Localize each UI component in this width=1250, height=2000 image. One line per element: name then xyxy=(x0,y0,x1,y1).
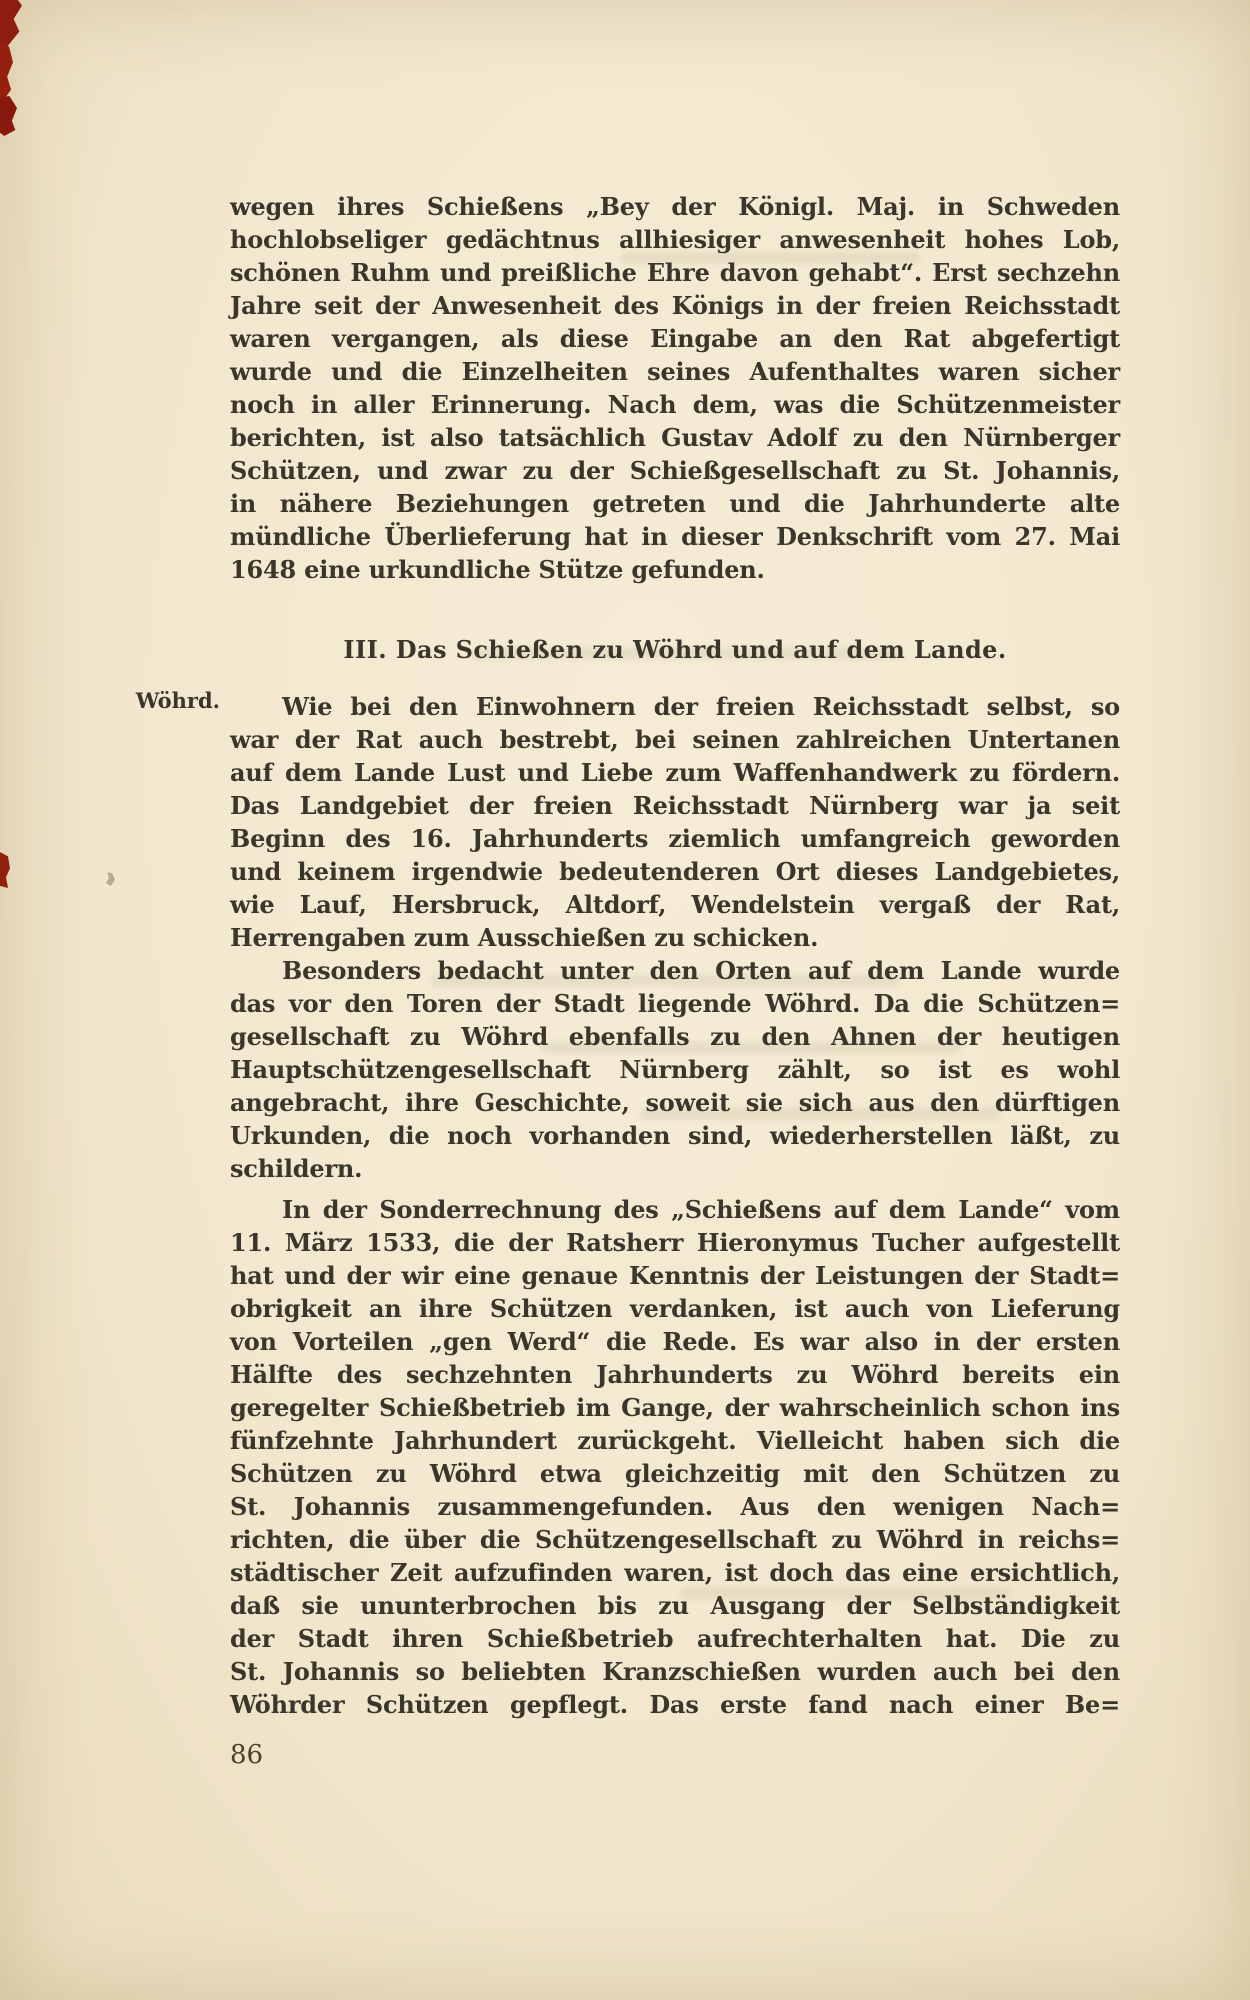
binding-mark xyxy=(0,0,22,46)
text-line: St. Johannis so beliebten Kranzschießen wurden auch bei den xyxy=(230,1657,1120,1686)
text-line: wegen ihres Schießens „Bey der Königl. Maj. in Schweden xyxy=(230,192,1120,221)
text-line: von Vorteilen „gen Werd“ die Rede. Es war also in der ersten xyxy=(230,1327,1120,1356)
paper-speck xyxy=(106,872,115,886)
text-line: städtischer Zeit aufzufinden waren, ist doch das eine ersichtlich, xyxy=(230,1558,1120,1587)
text-line: und keinem irgendwie bedeutenderen Ort dieses Landgebietes, xyxy=(230,857,1120,886)
text-line: obrigkeit an ihre Schützen verdanken, ist auch von Lieferung xyxy=(230,1294,1120,1323)
text-line: gesellschaft zu Wöhrd ebenfalls zu den Ahnen der heutigen xyxy=(230,1022,1120,1051)
text-line: hat und der wir eine genaue Kenntnis der Leistungen der Stadt= xyxy=(230,1261,1120,1290)
text-line: schönen Ruhm und preißliche Ehre davon gehabt“. Erst sechzehn xyxy=(230,258,1120,287)
text-block xyxy=(230,190,1120,1721)
binding-mark xyxy=(0,96,17,136)
text-line: wie Lauf, Hersbruck, Altdorf, Wendelstein vergaß der Rat, xyxy=(230,890,1120,919)
text-line: richten, die über die Schützengesellschaft zu Wöhrd in reichs= xyxy=(230,1525,1120,1554)
text-line: das vor den Toren der Stadt liegende Wöhrd. Da die Schützen= xyxy=(230,989,1120,1018)
text-line: Wie bei den Einwohnern der freien Reichsstadt selbst, so xyxy=(282,692,1120,721)
text-line: mündliche Überlieferung hat in dieser Denkschrift vom 27. Mai xyxy=(230,522,1120,551)
text-line: fünfzehnte Jahrhundert zurückgeht. Vielleicht haben sich die xyxy=(230,1426,1120,1455)
text-line: Herrengaben zum Ausschießen zu schicken. xyxy=(230,923,819,952)
text-line: Urkunden, die noch vorhanden sind, wiederherstellen läßt, zu xyxy=(230,1121,1120,1150)
margin-note: Wöhrd. xyxy=(135,688,220,713)
text-line: Hälfte des sechzehnten Jahrhunderts zu Wöhrd bereits ein xyxy=(230,1360,1120,1389)
text-line: Wöhrder Schützen gepflegt. Das erste fand nach einer Be= xyxy=(230,1690,1120,1719)
paragraph xyxy=(230,1193,1120,1721)
text-line: noch in aller Erinnerung. Nach dem, was die Schützenmeister xyxy=(230,390,1120,419)
text-line: 1648 eine urkundliche Stütze gefunden. xyxy=(230,555,765,584)
text-line: Schützen zu Wöhrd etwa gleichzeitig mit den Schützen zu xyxy=(230,1459,1120,1488)
text-line: berichten, ist also tatsächlich Gustav Adolf zu den Nürnberger xyxy=(230,423,1120,452)
text-line: 11. März 1533, die der Ratsherr Hieronymus Tucher aufgestellt xyxy=(230,1228,1120,1257)
text-line: Schützen, und zwar zu der Schießgesellschaft zu St. Johannis, xyxy=(230,456,1120,485)
text-line: Besonders bedacht unter den Orten auf dem Lande wurde xyxy=(282,956,1120,985)
text-line: waren vergangen, als diese Eingabe an den Rat abgefertigt xyxy=(230,324,1120,353)
text-line: Hauptschützengesellschaft Nürnberg zählt, so ist es wohl xyxy=(230,1055,1120,1084)
text-line: St. Johannis zusammengefunden. Aus den wenigen Nach= xyxy=(230,1492,1120,1521)
text-line: Das Landgebiet der freien Reichsstadt Nürnberg war ja seit xyxy=(230,791,1120,820)
text-line: der Stadt ihren Schießbetrieb aufrechterhalten hat. Die zu xyxy=(230,1624,1120,1653)
text-line: in nähere Beziehungen getreten und die Jahrhunderte alte xyxy=(230,489,1120,518)
text-line: Beginn des 16. Jahrhunderts ziemlich umfangreich geworden xyxy=(230,824,1120,853)
text-line: wurde und die Einzelheiten seines Aufenthaltes waren sicher xyxy=(230,357,1120,386)
text-line: angebracht, ihre Geschichte, soweit sie sich aus den dürftigen xyxy=(230,1088,1120,1117)
text-line: auf dem Lande Lust und Liebe zum Waffenhandwerk zu fördern. xyxy=(230,758,1120,787)
binding-mark xyxy=(0,42,13,100)
paragraph xyxy=(230,190,1120,586)
paragraph xyxy=(230,690,1120,954)
paragraph xyxy=(230,954,1120,1185)
text-line: war der Rat auch bestrebt, bei seinen zahlreichen Untertanen xyxy=(230,725,1120,754)
text-line: geregelter Schießbetrieb im Gange, der wahrscheinlich schon ins xyxy=(230,1393,1120,1422)
page-number: 86 xyxy=(230,1740,264,1770)
text-line: In der Sonderrechnung des „Schießens auf dem Lande“ vom xyxy=(282,1195,1120,1224)
text-line: daß sie ununterbrochen bis zu Ausgang der Selbständigkeit xyxy=(230,1591,1120,1620)
binding-mark xyxy=(0,852,10,888)
text-line: schildern. xyxy=(230,1154,363,1183)
text-line: Jahre seit der Anwesenheit des Königs in der freien Reichsstadt xyxy=(230,291,1120,320)
section-heading: III. Das Schießen zu Wöhrd und auf dem Lande. xyxy=(343,635,1007,664)
text-line: hochlobseliger gedächtnus allhiesiger anwesenheit hohes Lob, xyxy=(230,225,1120,254)
